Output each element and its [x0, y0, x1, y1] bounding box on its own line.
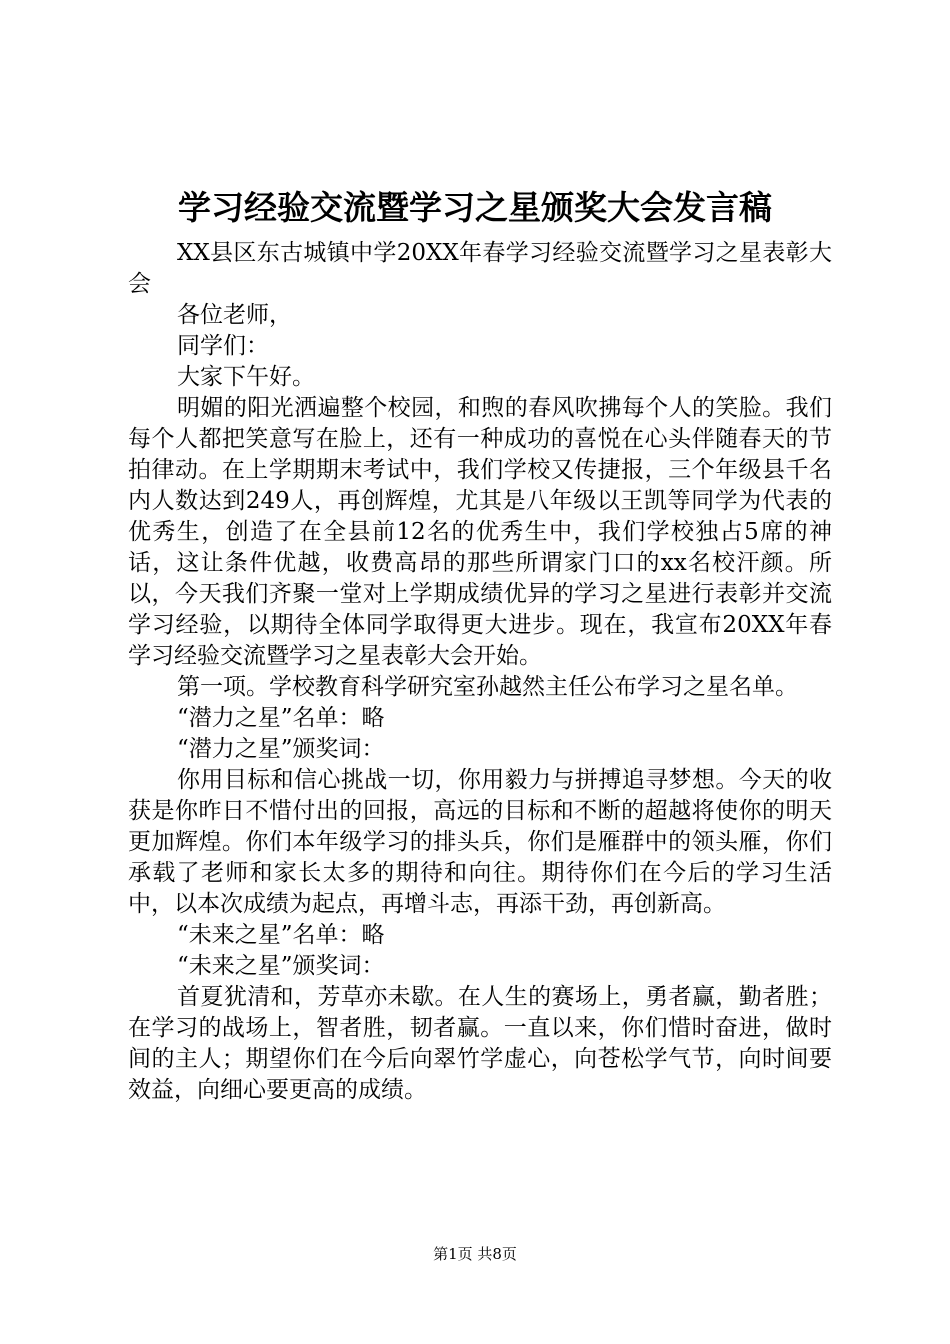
page-footer: 第1页 共8页	[433, 1245, 517, 1263]
paragraph-future-star-award-heading: “未来之星”颁奖词：	[177, 953, 385, 979]
paragraph-opening: 明媚的阳光洒遍整个校园，和煦的春风吹拂每个人的笑脸。我们每个人都把笑意写在脸上，还有一种成功的喜悦在心头伴随春天的节拍律动。在上学期期末考试中，我们学校又传捷报，三个年级县千名内人数达到249人，再创辉煌，尤其是八年级以王凯等同学为代表的优秀生，创造了在全县前12名的优秀生中，我们学校独占5席的神话，这让条件优越，收费高昂的那些所谓家门口的xx名校汗颜。所以，今天我们齐聚一堂对上学期成绩优异的学习之星进行表彰并交流学习经验，以期待全体同学取得更大进步。现在，我宣布20XX年春学习经验交流暨学习之星表彰大会开始。	[128, 395, 832, 669]
paragraph-item-one: 第一项。学校教育科学研究室孙越然主任公布学习之星名单。	[177, 674, 798, 700]
paragraph-event-name: XX县区东古城镇中学20XX年春学习经验交流暨学习之星表彰大会	[128, 240, 832, 297]
paragraph-potential-star-list: “潜力之星”名单：略	[177, 705, 385, 731]
paragraph-future-star-list: “未来之星”名单：略	[177, 922, 385, 948]
paragraph-greeting-students: 同学们：	[177, 333, 269, 359]
document-body	[128, 238, 832, 1106]
paragraph-future-star-award-text: 首夏犹清和，芳草亦未歇。在人生的赛场上，勇者赢，勤者胜；在学习的战场上，智者胜，韧者赢。一直以来，你们惜时奋进，做时间的主人；期望你们在今后向翠竹学虚心，向苍松学气节，向时间要效益，向细心要更高的成绩。	[128, 984, 832, 1103]
paragraph-greeting-teachers: 各位老师，	[177, 302, 292, 328]
paragraph-good-afternoon: 大家下午好。	[177, 364, 315, 390]
paragraph-potential-star-award-heading: “潜力之星”颁奖词：	[177, 736, 385, 762]
paragraph-potential-star-award-text: 你用目标和信心挑战一切，你用毅力与拼搏追寻梦想。今天的收获是你昨日不惜付出的回报，高远的目标和不断的超越将使你的明天更加辉煌。你们本年级学习的排头兵，你们是雁群中的领头雁，你们承载了老师和家长太多的期待和向往。期待你们在今后的学习生活中，以本次成绩为起点，再增斗志，再添干劲，再创新高。	[128, 767, 832, 917]
document-title: 学习经验交流暨学习之星颁奖大会发言稿	[178, 188, 772, 227]
